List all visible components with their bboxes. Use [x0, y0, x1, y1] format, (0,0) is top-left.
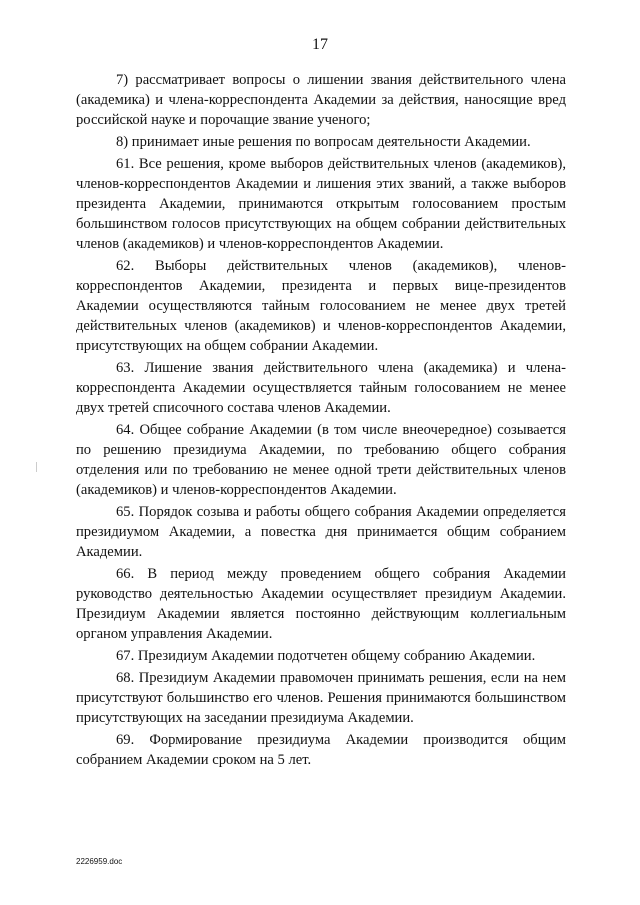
paragraph-item-8: 8) принимает иные решения по вопросам деятельности Академии.	[116, 134, 531, 150]
paragraph-63: 63. Лишение звания действительного члена (академика) и члена-корреспондента Академии осуществляется тайным голосованием не менее двух третей списочного состава членов Академии.	[76, 360, 566, 416]
paragraph-68: 68. Президиум Академии правомочен принимать решения, если на нем присутствуют большинство его членов. Решения принимаются большинством присутствующих на заседании президиума Академии.	[76, 670, 566, 726]
paragraph-66: 66. В период между проведением общего собрания Академии руководство деятельностью Академии осуществляет президиум Академии. Президиум Академии является постоянно действующим коллегиальным органом управления Академии.	[76, 566, 566, 642]
paragraph-67: 67. Президиум Академии подотчетен общему собранию Академии.	[116, 648, 536, 664]
paragraph-61: 61. Все решения, кроме выборов действительных членов (академиков), членов-корреспондентов Академии и лишения этих званий, а также выборов президента Академии, принимаются открытым голосованием простым большинством голосов присутствующих на общем собрании действительных членов (академиков) и членов-корреспондентов Академии.	[76, 156, 566, 252]
page-number: 17	[312, 36, 328, 53]
paragraph-69: 69. Формирование президиума Академии производится общим собранием Академии сроком на 5 лет.	[76, 732, 566, 768]
paragraph-62: 62. Выборы действительных членов (академиков), членов-корреспондентов Академии, президента и первых вице-президентов Академии осуществляются тайным голосованием не менее двух третей действительных членов (академиков) и членов-корреспондентов Академии, присутствующих на общем собрании Академии.	[76, 258, 566, 354]
scan-margin-mark	[36, 462, 37, 472]
document-filename: 2226959.doc	[76, 857, 123, 866]
paragraph-64: 64. Общее собрание Академии (в том числе внеочередное) созывается по решению президиума Академии, по требованию общего собрания отделения или по требованию не менее одной трети действительных членов (академиков) и членов-корреспондентов Академии.	[76, 422, 566, 498]
paragraph-item-7: 7) рассматривает вопросы о лишении звания действительного члена (академика) и члена-корреспондента Академии за действия, наносящие вред российской науке и порочащие звание ученого;	[76, 72, 566, 128]
paragraph-65: 65. Порядок созыва и работы общего собрания Академии определяется президиумом Академии, а повестка дня принимается общим собранием Академии.	[76, 504, 566, 560]
document-body	[76, 70, 566, 772]
